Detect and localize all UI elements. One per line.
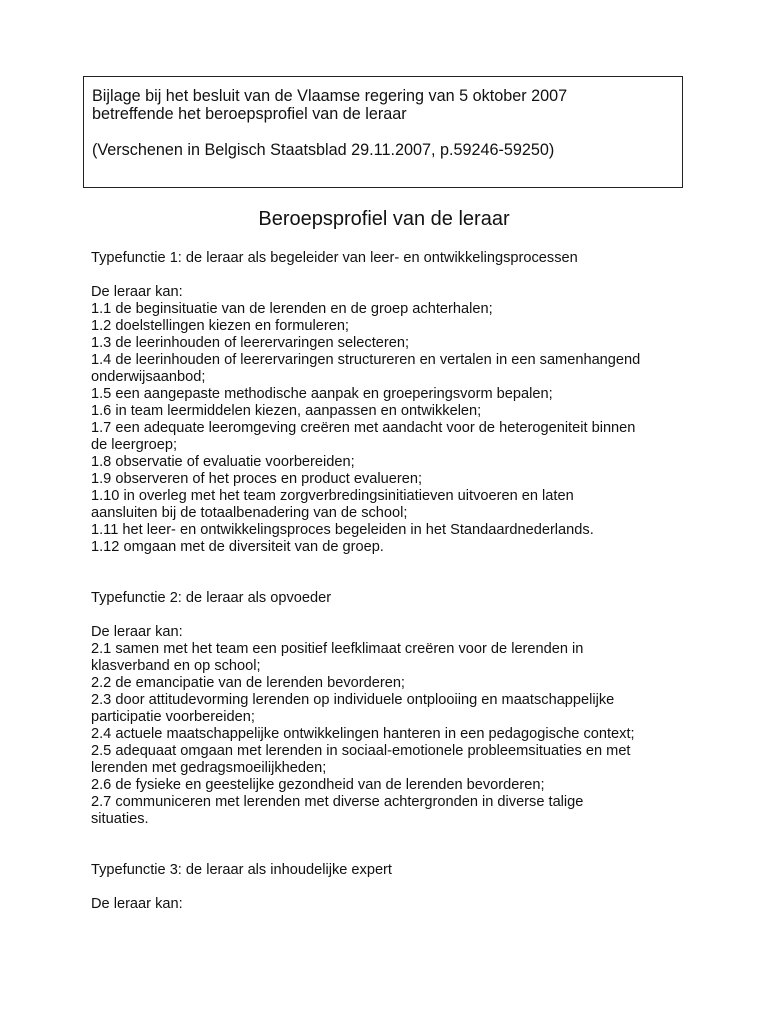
section-3-intro: De leraar kan: xyxy=(91,896,183,912)
section-2-line: situaties. xyxy=(91,811,149,827)
document-body xyxy=(91,250,691,913)
header-line-1: Bijlage bij het besluit van de Vlaamse regering van 5 oktober 2007 xyxy=(92,87,568,105)
section-2-line: 2.7 communiceren met lerenden met diverse achtergronden in diverse talige xyxy=(91,794,584,810)
section-1-line: onderwijsaanbod; xyxy=(91,369,206,385)
section-1-line: 1.1 de beginsituatie van de lerenden en de groep achterhalen; xyxy=(91,301,493,317)
section-1-heading: Typefunctie 1: de leraar als begeleider van leer- en ontwikkelingsprocessen xyxy=(91,250,578,266)
section-1-line: de leergroep; xyxy=(91,437,178,453)
section-1-line: 1.8 observatie of evaluatie voorbereiden; xyxy=(91,454,355,470)
section-1-intro: De leraar kan: xyxy=(91,284,183,300)
section-2-line: 2.5 adequaat omgaan met lerenden in sociaal-emotionele probleemsituaties en met xyxy=(91,743,631,759)
section-2-line: 2.4 actuele maatschappelijke ontwikkelingen hanteren in een pedagogische context; xyxy=(91,726,635,742)
section-2-line: 2.6 de fysieke en geestelijke gezondheid van de lerenden bevorderen; xyxy=(91,777,545,793)
section-2-line: 2.2 de emancipatie van de lerenden bevorderen; xyxy=(91,675,405,691)
section-1-line: 1.7 een adequate leeromgeving creëren met aandacht voor de heterogeniteit binnen xyxy=(91,420,636,436)
section-1-line: 1.3 de leerinhouden of leerervaringen selecteren; xyxy=(91,335,410,351)
section-1-line: 1.10 in overleg met het team zorgverbredingsinitiatieven uitvoeren en laten xyxy=(91,488,574,504)
header-line-3: (Verschenen in Belgisch Staatsblad 29.11.2007, p.59246-59250) xyxy=(92,141,555,159)
section-1-line: 1.11 het leer- en ontwikkelingsproces begeleiden in het Standaardnederlands. xyxy=(91,522,594,538)
header-line-2: betreffende het beroepsprofiel van de leraar xyxy=(92,105,407,123)
section-1-line: 1.6 in team leermiddelen kiezen, aanpassen en ontwikkelen; xyxy=(91,403,482,419)
section-2-line: 2.3 door attitudevorming lerenden op individuele ontplooiing en maatschappelijke xyxy=(91,692,615,708)
section-3-heading: Typefunctie 3: de leraar als inhoudelijke expert xyxy=(91,862,392,878)
section-1-line: 1.4 de leerinhouden of leerervaringen structureren en vertalen in een samenhangend xyxy=(91,352,641,368)
section-2-line: participatie voorbereiden; xyxy=(91,709,255,725)
section-1-line: 1.12 omgaan met de diversiteit van de groep. xyxy=(91,539,384,555)
section-2-heading: Typefunctie 2: de leraar als opvoeder xyxy=(91,590,332,606)
section-1-line: 1.2 doelstellingen kiezen en formuleren; xyxy=(91,318,349,334)
section-2-line: lerenden met gedragsmoeilijkheden; xyxy=(91,760,327,776)
section-2-line: 2.1 samen met het team een positief leefklimaat creëren voor de lerenden in xyxy=(91,641,584,657)
section-2-line: klasverband en op school; xyxy=(91,658,261,674)
annex-header-box xyxy=(83,76,683,188)
section-1-line: aansluiten bij de totaalbenadering van de school; xyxy=(91,505,408,521)
section-1-line: 1.9 observeren of het proces en product evalueren; xyxy=(91,471,423,487)
section-1-line: 1.5 een aangepaste methodische aanpak en groeperingsvorm bepalen; xyxy=(91,386,553,402)
document-title: Beroepsprofiel van de leraar xyxy=(258,208,510,230)
section-2-intro: De leraar kan: xyxy=(91,624,183,640)
